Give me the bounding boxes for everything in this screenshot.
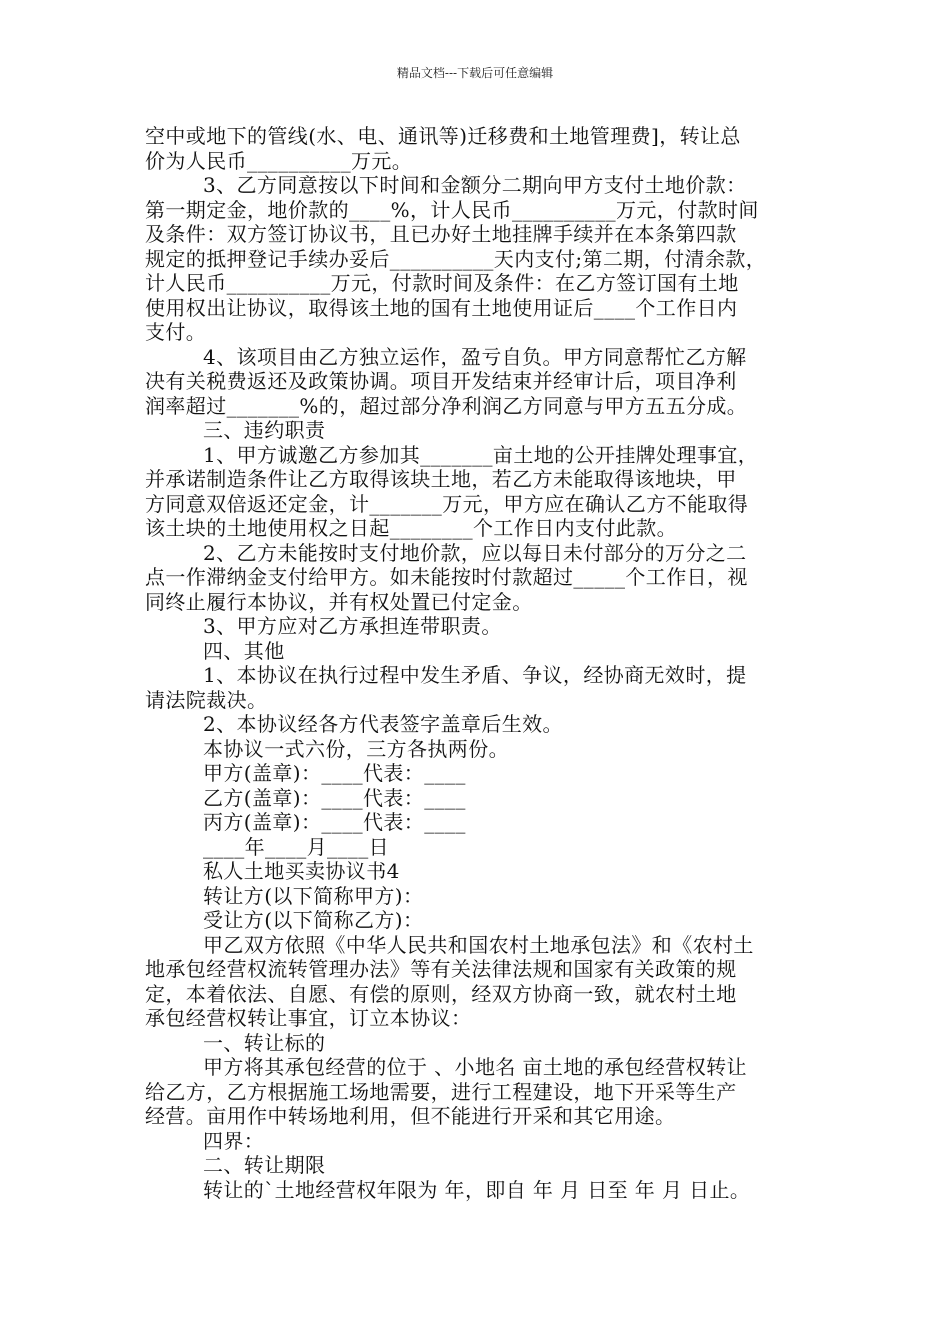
text-line: 并承诺制造条件让乙方取得该块土地，若乙方未能取得该地块，甲 [145, 467, 737, 491]
text-line: 定，本着依法、自愿、有偿的原则，经双方协商一致，就农村土地 [145, 981, 737, 1006]
text-line: 乙方(盖章)：____代表：____ [203, 785, 466, 810]
text-line: 请法院裁决。 [145, 687, 268, 712]
text-line: 决有关税费返还及政策协调。项目开发结束并经审计后，项目净利 [145, 369, 737, 393]
text-line: 转让方(以下简称甲方)： [203, 883, 424, 908]
text-line: 受让方(以下简称乙方)： [203, 908, 424, 932]
text-line: 丙方(盖章)：____代表：____ [203, 810, 466, 834]
text-line: 地承包经营权流转管理办法》等有关法律法规和国家有关政策的规 [145, 957, 737, 981]
text-line: 私人土地买卖协议书4 [203, 859, 400, 883]
text-line: 3、甲方应对乙方承担连带职责。 [203, 614, 502, 638]
text-line: ____年____月____日 [203, 834, 389, 859]
text-line: 给乙方，乙方根据施工场地需要，进行工程建设，地下开采等生产 [145, 1079, 737, 1104]
text-line: 四、其他 [203, 638, 285, 663]
text-line: 及条件：双方签订协议书，且已办好土地挂牌手续并在本条第四款 [145, 222, 737, 246]
text-line: 第一期定金，地价款的____%，计人民币__________万元，付款时间 [145, 197, 759, 222]
text-line: 三、违约职责 [203, 418, 326, 442]
text-line: 计人民币__________万元，付款时间及条件：在乙方签订国有土地 [145, 271, 739, 295]
text-line: 本协议一式六份，三方各执两份。 [203, 736, 509, 761]
text-line: 支付。 [145, 320, 207, 344]
text-line: 同终止履行本协议，并有权处置已付定金。 [145, 589, 533, 614]
text-line: 二、转让期限 [203, 1153, 326, 1177]
text-line: 1、甲方诚邀乙方参加其_______亩土地的公开挂牌处理事宜， [203, 442, 759, 467]
text-line: 甲乙双方依照《中华人民共和国农村土地承包法》和《农村土 [203, 932, 754, 957]
text-line: 2、乙方未能按时支付地价款，应以每日未付部分的万分之二 [203, 540, 747, 565]
text-line: 润率超过_______%的，超过部分净利润乙方同意与甲方五五分成。 [145, 393, 748, 418]
text-line: 甲方将其承包经营的位于 、小地名 亩土地的承包经营权转让 [203, 1055, 747, 1079]
document-body [145, 124, 813, 1202]
text-line: 空中或地下的管线(水、电、通讯等)迁移费和土地管理费]，转让总 [145, 124, 741, 148]
text-line: 点一作滞纳金支付给甲方。如未能按时付款超过_____个工作日，视 [145, 565, 748, 589]
text-line: 3、乙方同意按以下时间和金额分二期向甲方支付土地价款： [203, 173, 747, 197]
text-line: 承包经营权转让事宜，订立本协议： [145, 1006, 472, 1030]
text-line: 一、转让标的 [203, 1030, 326, 1055]
text-line: 4、该项目由乙方独立运作，盈亏自负。甲方同意帮忙乙方解 [203, 344, 747, 369]
text-line: 使用权出让协议，取得该土地的国有土地使用证后____个工作日内 [145, 295, 738, 320]
text-line: 该土块的土地使用权之日起________个工作日内支付此款。 [145, 516, 677, 540]
text-line: 1、本协议在执行过程中发生矛盾、争议，经协商无效时，提 [203, 663, 747, 687]
text-line: 甲方(盖章)：____代表：____ [203, 761, 466, 785]
text-line: 经营。亩用作中转场地利用，但不能进行开采和其它用途。 [145, 1104, 676, 1128]
text-line: 转让的`土地经营权年限为 年，即自 年 月 日至 年 月 日止。 [203, 1177, 751, 1202]
text-line: 规定的抵押登记手续办妥后__________天内支付;第二期，付清余款， [145, 246, 767, 271]
text-line: 2、本协议经各方代表签字盖章后生效。 [203, 712, 563, 736]
page-header: 精品文档---下载后可任意编辑 [396, 66, 554, 80]
text-line: 方同意双倍返还定金，计_______万元，甲方应在确认乙方不能取得 [145, 491, 749, 516]
text-line: 价为人民币__________万元。 [145, 148, 413, 173]
text-line: 四界： [203, 1128, 265, 1153]
